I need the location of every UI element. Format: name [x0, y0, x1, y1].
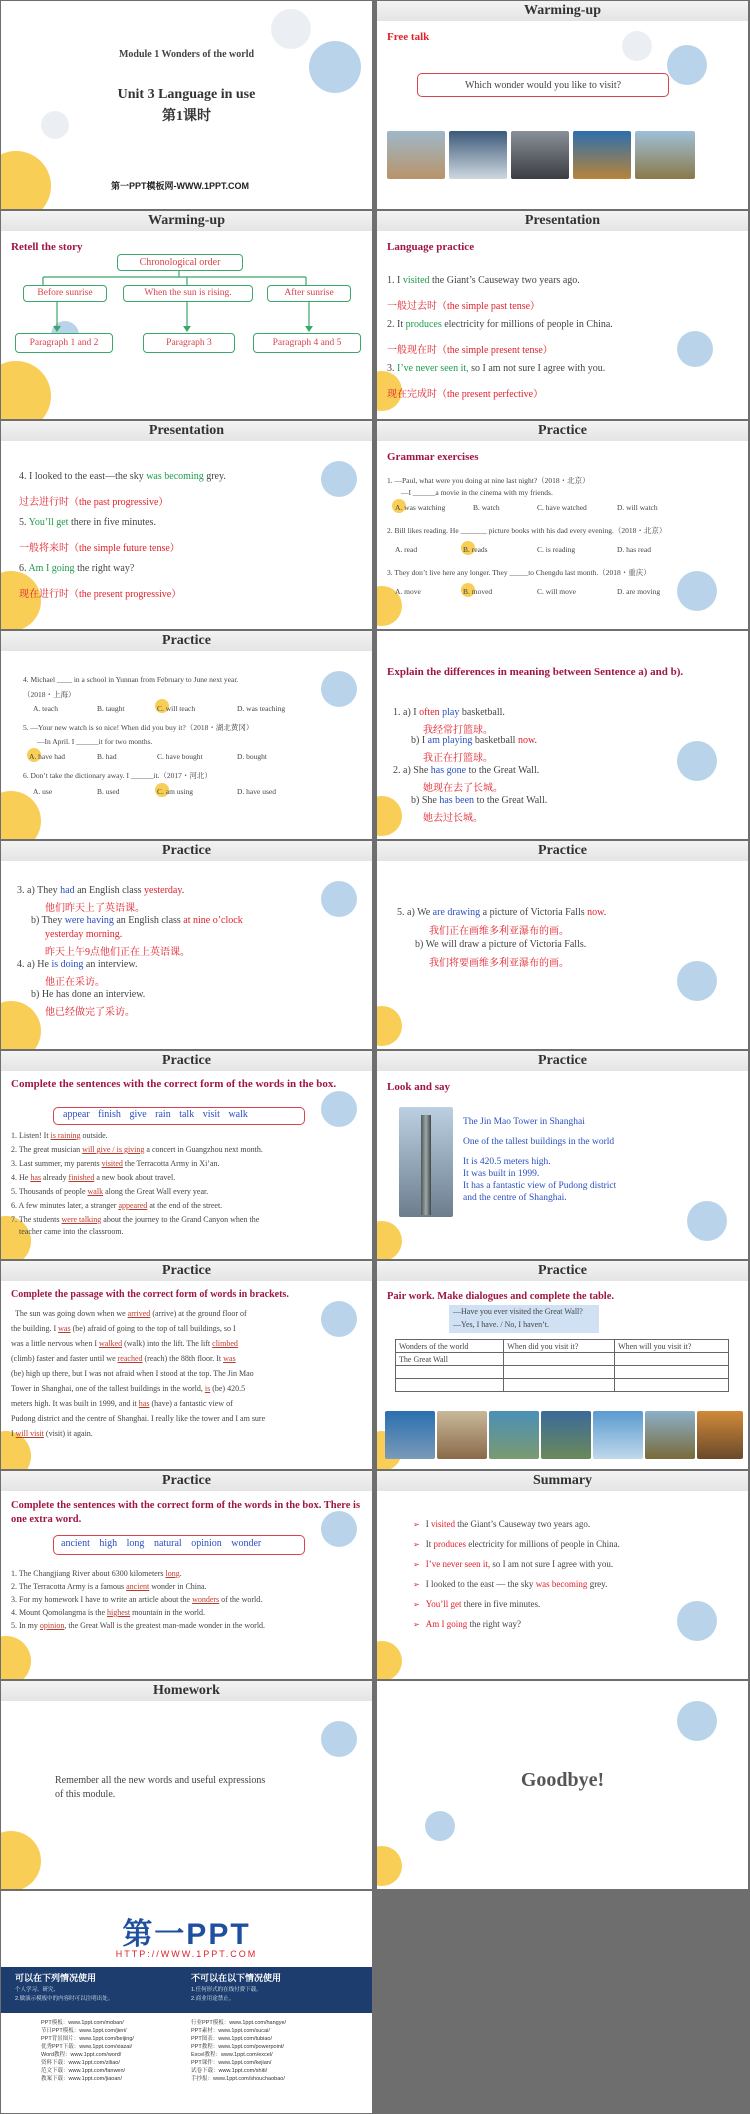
link-item[interactable]: 教案下载：www.1ppt.com/jiaoan/ — [41, 2076, 122, 2082]
tense-1: 一般过去时（the simple past tense） — [387, 301, 541, 312]
fact-line: and the centre of Shanghai. — [463, 1193, 567, 1203]
slide-header: Practice — [377, 421, 748, 441]
allowed-line: 2.做演示模板中的内容时可以注明出处。 — [15, 1996, 114, 2002]
option: D. has read — [617, 545, 651, 554]
wonder-photo — [645, 1411, 695, 1459]
slide-header: Practice — [377, 1261, 748, 1281]
question-6: 6. Don’t take the dictionary away. I ______it.（2017・河北） — [23, 771, 212, 780]
sun-rising-box: When the sun is rising. — [123, 285, 253, 302]
decor-circle — [1, 151, 51, 209]
sentence-3a: 3. a) They had an English class yesterday. — [17, 885, 185, 896]
slide-homework — [1, 1681, 372, 1889]
decor-circle — [677, 1701, 717, 1741]
sentence-4a: 4. a) He is doing an interview. — [17, 959, 138, 970]
section-label: Complete the sentences with the correct form of the words in the box. — [11, 1078, 337, 1090]
sentence-2: 2. It produces electricity for millions of people in China. — [387, 319, 613, 330]
sentence-line: 2. The great musician will give / is giving a concert in Guangzhou next month. — [11, 1145, 263, 1154]
option: A. have had — [29, 752, 66, 761]
tense-4: 过去进行时（the past progressive） — [19, 497, 169, 508]
section-label: Look and say — [387, 1081, 450, 1093]
sentence-line: 1. Listen! It is raining outside. — [11, 1131, 108, 1140]
slide-practice-choices — [1, 631, 372, 839]
table-cell[interactable] — [615, 1353, 729, 1366]
slide-free-talk — [377, 1, 748, 209]
passage-line: (climb) faster and faster until we reached (reach) the 88th floor. It was — [11, 1354, 236, 1363]
jin-mao-tower-photo — [399, 1107, 453, 1217]
link-item[interactable]: PPT课件：www.1ppt.com/kejian/ — [191, 2060, 272, 2066]
canyon-photo — [573, 131, 631, 179]
lesson-title: 第1课时 — [162, 109, 211, 124]
link-item[interactable]: Excel教程：www.1ppt.com/excel/ — [191, 2052, 273, 2058]
translation-1a: 我经常打篮球。 — [423, 725, 493, 736]
section-label: Explain the differences in meaning between Sentence a) and b). — [387, 666, 684, 678]
sentence-3: 3. I’ve never seen it, so I am not sure I agree with you. — [387, 363, 606, 374]
wonder-photo — [437, 1411, 487, 1459]
decor-circle — [425, 1811, 455, 1841]
option: B. moved — [463, 587, 493, 596]
tense-6: 现在进行时（the present progressive） — [19, 589, 182, 600]
visit-table — [395, 1339, 729, 1392]
question-3: 3. They don’t live here any longer. They _____to Chengdu last month.（2018・重庆） — [387, 568, 651, 577]
decor-circle — [677, 961, 717, 1001]
translation-2b: 她去过长城。 — [423, 813, 483, 824]
sentence-1: 1. I visited the Giant’s Causeway two years ago. — [387, 275, 580, 286]
decor-circle — [377, 796, 402, 836]
question-1-line-2: —I ______a movie in the cinema with my friends. — [401, 488, 553, 497]
section-label: Free talk — [387, 31, 430, 43]
falls-photo — [449, 131, 507, 179]
homework-text: Remember all the new words and useful expressions — [55, 1775, 266, 1786]
translation-5a: 我们正在画维多利亚瀑布的画。 — [429, 926, 569, 937]
column-header: When will you visit it? — [615, 1340, 729, 1353]
section-label: Grammar exercises — [387, 451, 479, 463]
link-item[interactable]: 手抄报：www.1ppt.com/shouchaobao/ — [191, 2076, 285, 2082]
slide-pair-work — [377, 1261, 748, 1469]
decor-circle — [377, 1641, 402, 1679]
option: B. watch — [473, 503, 500, 512]
after-sunrise-box: After sunrise — [267, 285, 351, 302]
decor-circle — [321, 671, 357, 707]
slide-retell — [1, 211, 372, 419]
fact-line: One of the tallest buildings in the world — [463, 1137, 615, 1147]
link-item[interactable]: PPT教程：www.1ppt.com/powerpoint/ — [191, 2044, 284, 2050]
link-item[interactable]: 资料下载：www.1ppt.com/ziliao/ — [41, 2060, 120, 2066]
fact-line: It is 420.5 meters high. — [463, 1157, 551, 1167]
decor-circle — [622, 31, 652, 61]
passage-line: I will visit (visit) it again. — [11, 1429, 93, 1438]
decor-circle — [1, 1636, 31, 1679]
links-left — [41, 2019, 134, 2083]
translation-3a: 他们昨天上了英语课。 — [45, 903, 145, 914]
question-1: 1. —Paul, what were you doing at nine last night?（2018・北京） — [387, 476, 590, 485]
slide-header: Practice — [1, 841, 372, 861]
decor-circle — [271, 9, 311, 49]
question-2: 2. Bill likes reading. He _______ picture books with his dad every evening.（2018・北京） — [387, 526, 667, 535]
passage-line: (be) high up there, but I was not afraid when I stood at the top. The Jin Mao — [11, 1369, 254, 1378]
dialogue-answer: —Yes, I have. / No, I haven’t. — [453, 1320, 549, 1329]
slide-language-practice — [377, 211, 748, 419]
tense-3: 现在完成时（the present perfective） — [387, 389, 544, 400]
option: A. move — [395, 587, 421, 596]
decor-circle — [677, 331, 713, 367]
slide-header: Practice — [1, 1261, 372, 1281]
unit-title: Unit 3 Language in use — [117, 87, 256, 102]
column-header: When did you visit it? — [504, 1340, 615, 1353]
decor-circle — [377, 1221, 402, 1259]
option: B. had — [97, 752, 117, 761]
slide-header: Presentation — [1, 421, 372, 441]
sentence-6: 6. Am I going the right way? — [19, 563, 135, 574]
option: B. taught — [97, 704, 125, 713]
passage-line: the building. I was (be) afraid of going to the top of tall buildings, so I — [11, 1324, 236, 1333]
table-cell: The Great Wall — [396, 1353, 504, 1366]
sentence-3b-time: yesterday morning. — [45, 929, 123, 940]
option: B. reads — [463, 545, 488, 554]
slide-presentation-2 — [1, 421, 372, 629]
decor-circle — [321, 1721, 357, 1757]
slide-header: Practice — [1, 631, 372, 651]
paragraph-3-box: Paragraph 3 — [143, 333, 235, 353]
summary-item: ➢ I looked to the east — the sky was becoming grey. — [413, 1579, 608, 1589]
passage-line: was a little nervous when I walked (walk) into the lift. The lift climbed — [11, 1339, 238, 1348]
decor-circle — [377, 1006, 402, 1046]
passage-line: Tower in Shanghai, one of the tallest buildings in the world, is (be) 420.5 — [11, 1384, 246, 1393]
option: C. will move — [537, 587, 576, 596]
option: A. was watching — [395, 503, 446, 512]
fact-line: It has a fantastic view of Pudong district — [463, 1181, 617, 1191]
link-item[interactable]: PPT模板：www.1ppt.com/moban/ — [41, 2020, 124, 2026]
option: C. am using — [157, 787, 194, 796]
summary-item: ➢ Am I going the right way? — [413, 1619, 521, 1629]
question-5-line-2: —In April. I ______it for two months. — [37, 737, 153, 746]
slide-practice-sentence-5 — [377, 841, 748, 1049]
slide-header: Practice — [1, 1471, 372, 1491]
column-header: Wonders of the world — [396, 1340, 504, 1353]
pyramid-photo — [387, 131, 445, 179]
section-label: Complete the passage with the correct form of words in brackets. — [11, 1289, 289, 1300]
option: B. used — [97, 787, 120, 796]
goodbye-text: Goodbye! — [520, 1769, 605, 1791]
link-item[interactable]: 行业PPT模板：www.1ppt.com/hangye/ — [191, 2020, 287, 2026]
option: A. use — [33, 787, 53, 796]
slide-summary — [377, 1471, 748, 1679]
question-4-source: （2018・上海） — [23, 690, 76, 699]
word-list: ancient high long natural opinion wonder — [61, 1538, 262, 1549]
sentence-line: 3. For my homework I have to write an article about the wonders of the world. — [11, 1595, 263, 1604]
sentence-3b: b) They were having an English class at nine o’clock — [31, 915, 243, 926]
option: C. is reading — [537, 545, 576, 554]
summary-item: ➢ I’ve never seen it, so I am not sure I agree with you. — [413, 1559, 614, 1569]
decor-circle — [1, 791, 41, 839]
wonder-photo — [593, 1411, 643, 1459]
slide-header: Warming-up — [377, 1, 748, 21]
decor-circle — [667, 45, 707, 85]
table-cell[interactable] — [504, 1353, 615, 1366]
passage-line: Pudong district and the centre of Shanghai. I really like the tower and I am sure — [11, 1414, 266, 1423]
sentence-1a: 1. a) I often play basketball. — [393, 707, 505, 718]
table-cell[interactable] — [396, 1379, 504, 1392]
option: D. bought — [237, 752, 267, 761]
translation-1b: 我正在打篮球。 — [423, 753, 493, 764]
sentence-line: 3. Last summer, my parents visited the Terracotta Army in Xi’an. — [11, 1159, 220, 1168]
sentence-line: 6. A few minutes later, a stranger appeared at the end of the street. — [11, 1201, 223, 1210]
allowed-title: 可以在下列情况使用 — [15, 1973, 97, 1983]
section-label: Pair work. Make dialogues and complete the table. — [387, 1291, 615, 1302]
forbidden-line: 1.任何形式的在线付费下载。 — [191, 1987, 262, 1993]
option: D. will watch — [617, 503, 658, 512]
slide-title — [1, 1, 372, 209]
slide-explain-differences — [377, 631, 748, 839]
sentence-line: 2. The Terracotta Army is a famous ancient wonder in China. — [11, 1582, 207, 1591]
module-title: Module 1 Wonders of the world — [118, 49, 255, 60]
chronological-order-box: Chronological order — [117, 254, 243, 271]
slide-complete-passage — [1, 1261, 372, 1469]
decor-circle — [321, 1301, 357, 1337]
site-label: 第一PPT模板网-WWW.1PPT.COM — [111, 181, 249, 191]
allowed-line: 个人学习、研究、 — [15, 1987, 60, 1993]
causeway-photo — [511, 131, 569, 179]
paragraph-4-5-box: Paragraph 4 and 5 — [253, 333, 361, 353]
option: D. are moving — [617, 587, 661, 596]
links-right — [191, 2019, 286, 2083]
decor-circle — [1, 1001, 41, 1049]
slide-grammar-exercises — [377, 421, 748, 629]
decor-circle — [1, 1831, 41, 1889]
forbidden-title: 不可以在以下情况使用 — [191, 1973, 282, 1983]
translation-5b: 我们将要画维多利亚瀑布的画。 — [429, 958, 569, 969]
fact-title: The Jin Mao Tower in Shanghai — [463, 1117, 585, 1127]
paragraph-1-2-box: Paragraph 1 and 2 — [15, 333, 113, 353]
wonder-photo — [697, 1411, 743, 1459]
dialogue-question: —Have you ever visited the Great Wall? — [453, 1307, 583, 1316]
option: C. have watched — [537, 503, 587, 512]
promo-logo: 第一PPT — [122, 1918, 251, 1951]
decor-circle — [1, 571, 41, 629]
link-item[interactable]: PPT素材：www.1ppt.com/sucai/ — [191, 2028, 270, 2034]
option: D. have used — [237, 787, 276, 796]
slide-header: Summary — [377, 1471, 748, 1491]
forbidden-line: 2.商业用途禁止。 — [191, 1996, 235, 2002]
translation-3b: 昨天上午9点他们正在上英语课。 — [45, 947, 190, 958]
tense-5: 一般将来时（the simple future tense） — [19, 543, 180, 554]
decor-circle — [377, 1846, 402, 1886]
translation-2a: 她现在去了长城。 — [423, 783, 503, 794]
sentence-2a: 2. a) She has gone to the Great Wall. — [393, 765, 540, 776]
decor-circle — [321, 881, 357, 917]
sentence-line: 4. He has already finished a new book about travel. — [11, 1173, 176, 1182]
question-4: 4. Michael ____ in a school in Yunnan from February to June next year. — [23, 675, 239, 684]
table-cell[interactable] — [615, 1379, 729, 1392]
sentence-5b: b) We will draw a picture of Victoria Falls. — [415, 939, 587, 950]
promo-card — [1, 1891, 372, 2113]
decor-circle — [321, 1091, 357, 1127]
summary-item: ➢ It produces electricity for millions of people in China. — [413, 1539, 620, 1549]
homework-text-cont: of this module. — [55, 1789, 116, 1800]
summary-item: ➢ You’ll get there in five minutes. — [413, 1599, 541, 1609]
sentence-line: 7. The students were talking about the journey to the Grand Canyon when the — [11, 1215, 260, 1224]
tense-2: 一般现在时（the simple present tense） — [387, 345, 553, 356]
wonder-photo — [541, 1411, 591, 1459]
section-label: Complete the sentences with the correct form of the words in the box. There is one extra word. — [11, 1500, 361, 1525]
sentence-4: 4. I looked to the east—the sky was becoming grey. — [19, 471, 226, 482]
sentence-5: 5. You’ll get there in five minutes. — [19, 517, 156, 528]
slide-header: Practice — [377, 1051, 748, 1071]
word-list: appear finish give rain talk visit walk — [63, 1109, 248, 1120]
table-cell[interactable] — [615, 1366, 729, 1379]
option: C. have bought — [157, 752, 203, 761]
summary-item: ➢ I visited the Giant’s Causeway two years ago. — [413, 1519, 591, 1529]
link-item[interactable]: 节日PPT模板：www.1ppt.com/jieri/ — [41, 2028, 127, 2034]
wonder-photo — [489, 1411, 539, 1459]
section-label: Language practice — [387, 241, 475, 253]
translation-4a: 他正在采访。 — [45, 977, 105, 988]
translation-4b: 他已经做完了采访。 — [45, 1007, 135, 1018]
option: A. read — [395, 545, 418, 554]
table-cell[interactable] — [396, 1366, 504, 1379]
section-label: Retell the story — [11, 241, 83, 253]
question-text: Which wonder would you like to visit? — [464, 80, 622, 91]
fact-line: It was built in 1999. — [463, 1169, 540, 1179]
slide-goodbye — [377, 1681, 748, 1889]
question-5: 5. —Your new watch is so nice! When did you buy it?（2018・湖北黄冈） — [23, 723, 254, 732]
link-item[interactable]: Word教程：www.1ppt.com/word/ — [41, 2052, 122, 2058]
slide-header: Practice — [1, 1051, 372, 1071]
option: D. was teaching — [237, 704, 286, 713]
decor-circle — [677, 741, 717, 781]
sentence-line: 5. In my opinion, the Great Wall is the greatest man-made wonder in the world. — [11, 1621, 266, 1630]
table-cell[interactable] — [504, 1366, 615, 1379]
decor-circle — [687, 1201, 727, 1241]
sentence-2b: b) She has been to the Great Wall. — [411, 795, 548, 806]
link-item[interactable]: 优秀PPT下载：www.1ppt.com/xiazai/ — [41, 2044, 133, 2050]
sentence-line: 5. Thousands of people walk along the Great Wall every year. — [11, 1187, 209, 1196]
promo-url[interactable]: HTTP://WWW.1PPT.COM — [115, 1949, 258, 1959]
sentence-4b: b) He has done an interview. — [31, 989, 146, 1000]
passage-line: The sun was going down when we arrived (arrive) at the ground floor of — [15, 1309, 247, 1318]
slide-practice-sentences-3-4 — [1, 841, 372, 1049]
passage-line: meters high. It was built in 1999, and it has (have) a fantastic view of — [11, 1399, 233, 1408]
table-cell[interactable] — [504, 1379, 615, 1392]
option: C. will teach — [157, 704, 196, 713]
wonder-photo — [385, 1411, 435, 1459]
slide-complete-sentences-box — [1, 1051, 372, 1259]
slide-header: Practice — [377, 841, 748, 861]
decor-circle — [677, 1601, 717, 1641]
link-item[interactable]: PPT背景图片：www.1ppt.com/beijing/ — [41, 2036, 134, 2042]
diagram-lines — [1, 211, 372, 419]
slide-header: Homework — [1, 1681, 372, 1701]
link-item[interactable]: PPT图表：www.1ppt.com/tubiao/ — [191, 2036, 273, 2042]
link-item[interactable]: 范文下载：www.1ppt.com/fanwen/ — [41, 2068, 126, 2074]
link-item[interactable]: 试卷下载：www.1ppt.com/shiti/ — [191, 2068, 268, 2074]
sentence-line: 4. Mount Qomolangma is the highest mountain in the world. — [11, 1608, 205, 1617]
slide-complete-extra-word — [1, 1471, 372, 1679]
sentence-line: 1. The Changjiang River about 6300 kilometers long. — [11, 1569, 182, 1578]
option: A. teach — [33, 704, 58, 713]
decor-circle — [677, 571, 717, 611]
sentence-5a: 5. a) We are drawing a picture of Victoria Falls now. — [397, 907, 607, 918]
sentence-1b: b) I am playing basketball now. — [411, 735, 538, 746]
great-wall-photo — [635, 131, 695, 179]
decor-circle — [321, 461, 357, 497]
slide-header: Presentation — [377, 211, 748, 231]
slide-look-and-say — [377, 1051, 748, 1259]
slide-header: Warming-up — [1, 211, 372, 231]
sentence-line-cont: teacher came into the classroom. — [19, 1227, 124, 1236]
before-sunrise-box: Before sunrise — [23, 285, 107, 302]
